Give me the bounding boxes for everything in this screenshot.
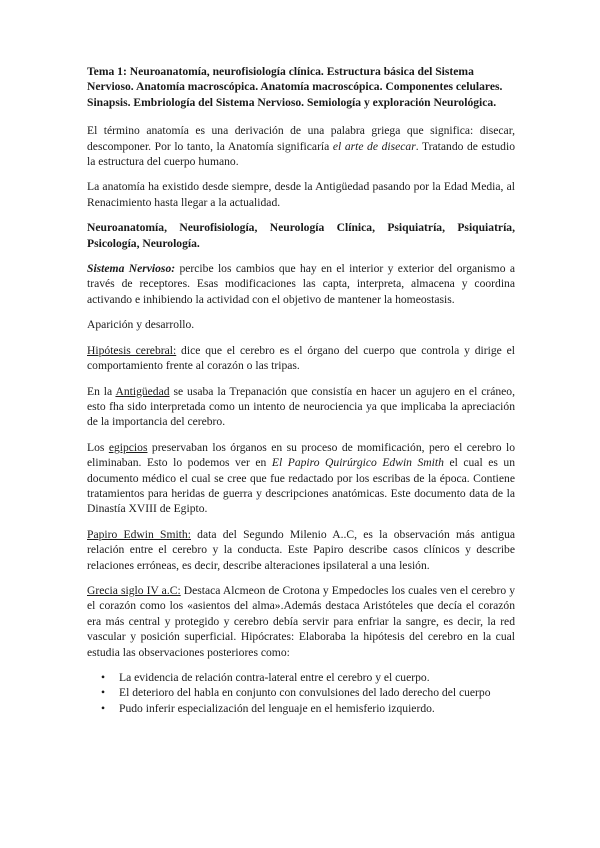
text-run: . Tratando de estudio la estructura del cuerpo humano. [87, 139, 515, 169]
text-run: Destaca Alcmeon de Crotona y Empedocles los cuales ven el cerebro y el corazón como los «asientos del alma».Además destaca Aristóteles que decía el corazón era más central y protegido y cerebro debía servir para enfriar la sangre, es decir, la red vascular y posición superficial. Hipócrates: Elaboraba la hipótesis del cerebro en la cual estudia las observaciones posteriores como: [87, 583, 515, 659]
emphasis-text: el arte de disecar [332, 139, 416, 153]
text-run: En la [87, 384, 116, 398]
text-run: Los [87, 440, 109, 454]
list-item [101, 670, 515, 685]
text-run: data del Segundo Milenio A..C, es la observación más antigua relación entre el cerebro y la conducta. Este Papiro describe casos clínicos y describe relaciones erróneas, es decir, describe alteraciones ipsilateral a una lesión. [87, 527, 516, 572]
bullet-icon: • [101, 671, 106, 684]
text-run: preservaban los órganos en su proceso de momificación, pero el cerebro lo eliminaban. Esto lo podemos ver en [87, 440, 515, 470]
bullet-icon: • [101, 701, 106, 715]
term-papiro-edwin-smith: Papiro Edwin Smith: [87, 527, 191, 541]
list-item-text: El deterioro del habla en conjunto con convulsiones del lado derecho del cuerpo [119, 686, 491, 700]
term-antiguedad: Antigüedad [115, 384, 170, 398]
paragraph-antiguedad [87, 384, 515, 430]
text-run: El término anatomía es una derivación de una palabra griega que significa: disecar, descomponer. Por lo tanto, la Anatomía significaría [87, 124, 515, 153]
text-run: se usaba la Trepanación que consistía en hacer un agujero en el cráneo, esto fha sido interpretada como un intento de neurociencia ya que implicaba la apreciación de la importancia del cerebro. [87, 384, 516, 429]
list-item-text: La evidencia de relación contra-lateral entre el cerebro y el cuerpo. [119, 671, 430, 684]
emphasis-text: El Papiro Quirúrgico Edwin Smith [271, 456, 444, 470]
document-title: Tema 1: Neuroanatomía, neurofisiología clínica. Estructura básica del Sistema Nervioso. Anatomía macroscópica. Anatomía macroscópica. Componentes celulares. Sinapsis. Embriología del Sistema Nervioso. Semiología y exploración Neurológica. [87, 65, 503, 109]
paragraph-hipotesis [87, 343, 515, 374]
paragraph-anatomy-history: La anatomía ha existido desde siempre, desde la Antigüedad pasando por la Edad Media, al Renacimiento hasta llegar a la actualidad. [87, 180, 515, 209]
term-sistema-nervioso: Sistema Nervioso: [87, 262, 176, 276]
paragraph-anatomy-definition [87, 123, 515, 169]
paragraph-grecia [87, 583, 515, 660]
paragraph-papiro [87, 527, 515, 573]
paragraph-nervous-system [87, 261, 515, 307]
list-item-text: Pudo inferir especialización del lenguaje en el hemisferio izquierdo. [119, 701, 435, 715]
text-run: dice que el cerebro es el órgano del cuerpo que controla y dirige el comportamiento frente al corazón o las tripas. [87, 343, 515, 373]
paragraph-disciplines: Neuroanatomía, Neurofisiología, Neurología Clínica, Psiquiatría, Psiquiatría, Psicología, Neurología. [87, 221, 515, 250]
term-hipotesis-cerebral: Hipótesis cerebral: [87, 343, 177, 357]
paragraph-egipcios [87, 440, 515, 517]
text-run: el cual es un documento médico el cual se cree que fue redactado por los escribas de la época. Contiene tratamientos para heridas de guerra y descripciones anatómicas. Este documento data de la Dinastía XVIII de Egipto. [87, 456, 515, 516]
document-page [87, 64, 515, 716]
text-run: percibe los cambios que hay en el interior y exterior del organismo a través de receptores. Esas modificaciones las capta, interpreta, almacena y coordina activando e inhibiendo la actividad con el objetivo de mantener la homeostasis. [87, 262, 516, 306]
paragraph-aparicion: Aparición y desarrollo. [87, 318, 195, 332]
bullet-icon: • [101, 686, 106, 700]
list-item [101, 685, 515, 700]
bullet-list [87, 670, 515, 716]
term-egipcios: egipcios [108, 440, 148, 454]
term-grecia: Grecia siglo IV a.C: [87, 583, 181, 597]
list-item [101, 701, 515, 716]
